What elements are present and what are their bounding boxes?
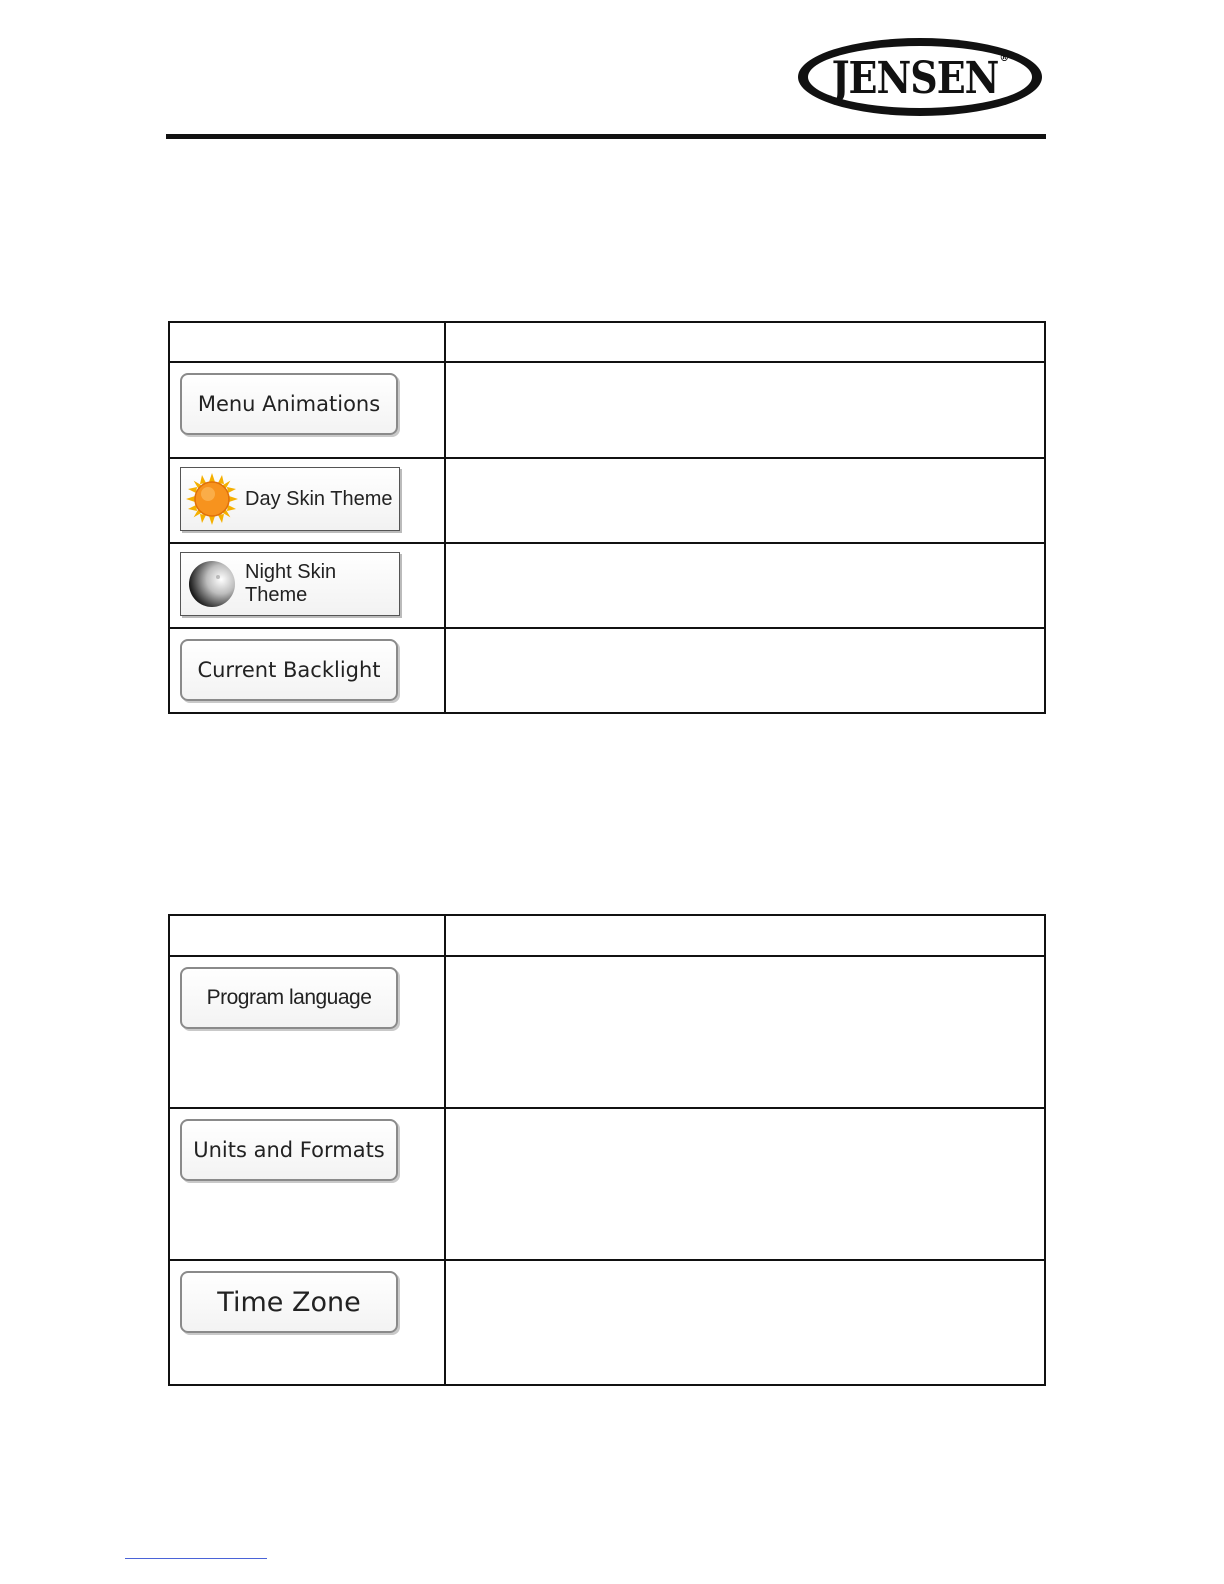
units-and-formats-button[interactable]: Units and Formats (180, 1119, 398, 1181)
current-backlight-button[interactable]: Current Backlight (180, 639, 398, 701)
registered-mark: ® (999, 51, 1009, 64)
table-header-cell (169, 915, 445, 956)
brand-logo (798, 38, 1042, 116)
table-header-row (169, 322, 1045, 362)
row-description (445, 628, 1045, 713)
row-description (445, 1108, 1045, 1260)
brand-logo-inner (808, 46, 1032, 108)
row-description (445, 956, 1045, 1108)
moon-icon (185, 557, 239, 611)
regional-settings-table (168, 914, 1046, 1386)
table-row (169, 458, 1045, 543)
time-zone-button[interactable]: Time Zone (180, 1271, 398, 1333)
row-description (445, 458, 1045, 543)
table-row (169, 543, 1045, 628)
table-row (169, 956, 1045, 1108)
menu-animations-button[interactable]: Menu Animations (180, 373, 398, 435)
table-row (169, 628, 1045, 713)
table-header-cell (445, 322, 1045, 362)
day-skin-theme-button[interactable] (180, 467, 400, 531)
row-description (445, 543, 1045, 628)
table-header-row (169, 915, 1045, 956)
sun-icon (185, 472, 239, 526)
table-row (169, 1260, 1045, 1385)
night-skin-theme-label: Night Skin Theme (245, 561, 337, 606)
header-rule (166, 134, 1046, 139)
row-description (445, 362, 1045, 458)
night-skin-theme-button[interactable] (180, 552, 400, 616)
table-row (169, 1108, 1045, 1260)
brand-logo-text: JENSEN® (831, 51, 1009, 103)
table-row (169, 362, 1045, 458)
row-description (445, 1260, 1045, 1385)
footer-link-underline[interactable] (125, 1558, 267, 1559)
table-header-cell (169, 322, 445, 362)
table-header-cell (445, 915, 1045, 956)
display-settings-table (168, 321, 1046, 714)
day-skin-theme-label: Day Skin Theme (245, 487, 393, 510)
program-language-button[interactable]: Program language (180, 967, 398, 1029)
